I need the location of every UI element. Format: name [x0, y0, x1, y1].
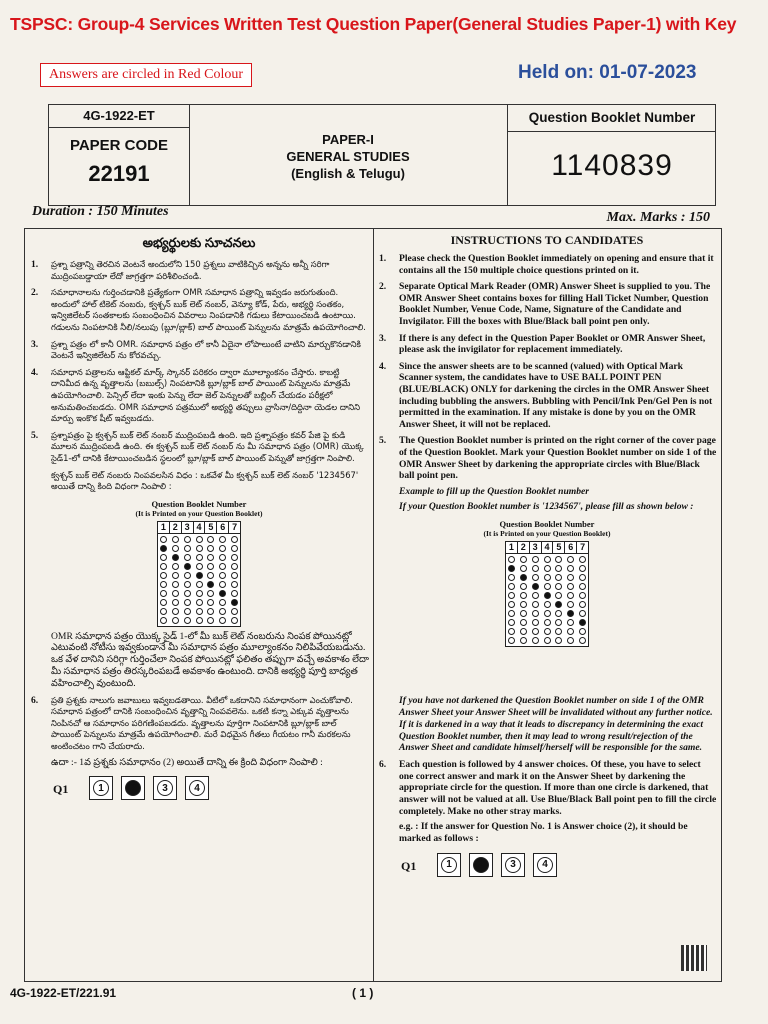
omr-bubble	[219, 608, 226, 615]
omr-bubble	[231, 617, 238, 624]
paper-title-cell	[189, 105, 507, 205]
omr-bubble	[160, 563, 167, 570]
en-example-title: Example to fill up the Question Booklet number	[399, 485, 590, 497]
omr-grid-header	[158, 522, 240, 534]
omr-bubble	[579, 628, 586, 635]
te-item-1: 1. ప్రశ్నా పత్రాన్ని తెరచిన వెంటనే అందులోని 150 ప్రశ్నలు వాటికిచ్చిన అన్నను అన్నీ సరిగా ముద్రింపబడ్డాయా లేదో జాగ్రత్తగా పరిశీలించండి.	[31, 259, 330, 281]
omr-bubble	[555, 601, 562, 608]
en-item-2: 2. Separate Optical Mark Reader (OMR) Answer Sheet is supplied to you. The OMR Answer Sheet contains boxes for filling Hall Ticket Number, Question Booklet Number, Venue Code, Name, Signature of the Candidate and Invigilator. Fill the boxes with Blue/Black ball point pen only.	[379, 281, 711, 327]
omr-bubble	[160, 617, 167, 624]
omr-grid-columns	[158, 534, 240, 626]
en-item-4: 4. Since the answer sheets are to be scanned (valued) with Optical Mark Scanner system, the candidates have to USE BALL POINT PEN (BLUE/BLACK) ONLY for darkening the circles in the OMR Answer Sheet including bubbling the answers. Bubbling with Pencil/Ink Pen/Gel Pen is not permitted in the examination. If any mistake is done by you on the OMR Answer Sheet, it will not be replaced.	[379, 360, 713, 430]
en-q1-example	[377, 853, 717, 879]
en-omr-grid	[505, 541, 589, 647]
paper-code-label: PAPER CODE	[69, 137, 169, 154]
te-after-grid: OMR సమాధాన పత్రం యొక్క సైడ్ 1-లో మీ బుక్ లెట్ నంబరును నింపక పోయినట్లో ఎటువంటి నోటీసు ఇవ్వకుండానే మీ సమాధాన పత్రం మూల్యాంకనం నిలిపివేయబడును. ఒక వేళ దానిని సరిగ్గా గుర్తించేలా నింపక పోయినట్లో ఫలితం తప్పుగా వచ్చే అవకాశం లేదా మీ సమాధాన పత్రం తిరస్కరింపబడే అవకాశం ఉంటుంది. దానికి అభ్యర్థి పూర్తి బాధ్యత వహించాల్సి వుంటుంది.	[51, 630, 369, 689]
footer-code: 4G-1922-ET/221.91	[10, 986, 117, 1000]
omr-bubble	[172, 590, 179, 597]
omr-bubble	[160, 536, 167, 543]
omr-bubble	[219, 572, 226, 579]
omr-column	[158, 535, 170, 625]
omr-digit-label: 2	[518, 542, 530, 553]
page-title: TSPSC: Group-4 Services Written Test Question Paper(General Studies Paper-1) with Key	[10, 14, 737, 34]
omr-bubble	[172, 554, 179, 561]
omr-bubble	[579, 637, 586, 644]
duration: Duration : 150 Minutes	[32, 204, 169, 219]
qr-code-icon	[681, 945, 707, 971]
omr-bubble	[160, 572, 167, 579]
omr-digit-label: 3	[530, 542, 542, 553]
omr-bubble	[160, 590, 167, 597]
paper-line3: (English & Telugu)	[291, 166, 405, 181]
te-item-5: 5. ప్రశ్నాపత్రం పై క్వశ్చన్ బుక్ లెట్ నంబర్ ముద్రింపబడి ఉంది. ఇది ప్రశ్నాపత్రం కవర్ పేజి పై కుడి మూలన ముద్రింపబడి ఉంది. ఈ క్వశ్చన్ బుక్ లెట్ నంబర్ ను మీ సమాధాన పత్రం (OMR) యొక్క సైడ్1-లో దానికి కేటాయించబడిన స్థలంలో బ్లూ/బ్లాక్ బాల్ పాయింట్ పెన్నుతో జాగ్రత్తగా నింపాలి.	[31, 429, 364, 463]
omr-bubble	[520, 592, 527, 599]
omr-column	[518, 555, 530, 645]
booklet-number-label: Question Booklet Number	[508, 105, 716, 132]
omr-bubble	[184, 581, 191, 588]
q1-label: Q1	[53, 782, 69, 797]
omr-bubble	[196, 545, 203, 552]
omr-bubble	[532, 628, 539, 635]
omr-bubble	[207, 599, 214, 606]
omr-bubble	[231, 554, 238, 561]
omr-bubble	[567, 592, 574, 599]
omr-bubble	[172, 617, 179, 624]
te-item-2: 2. సమాధానాలను గుర్తించడానికి ప్రత్యేకంగా OMR సమాధాన పత్రాన్ని ఇవ్వడం జరుగుతుంది. అందులో హాల్ టికెట్ నంబరు, క్వశ్చన్ బుక్ లెట్ నంబర్, వెన్యూ కోడ్, పేరు, అభ్యర్థి సంతకం, ఇన్విజిలేటర్ సంతకాలకు సంబంధించిన వివరాలు నింపడానికి గడులు కేటాయించబడి ఉంటాయి. గడులను నింపటానికి నీలి/నలుపు (బ్లూ/బ్లాక్) బాల్ పాయింట్ పెన్నులను మాత్రమే ఉపయోగించాలి.	[31, 287, 366, 332]
omr-digit-label: 3	[182, 522, 194, 533]
english-heading: INSTRUCTIONS TO CANDIDATES	[450, 233, 644, 247]
omr-digit-label: 7	[580, 542, 586, 553]
omr-bubble	[219, 599, 226, 606]
omr-bubble	[544, 574, 551, 581]
omr-bubble	[231, 581, 238, 588]
paper-line2: GENERAL STUDIES	[286, 149, 410, 164]
omr-bubble	[555, 583, 562, 590]
omr-bubble	[160, 599, 167, 606]
omr-bubble	[172, 536, 179, 543]
omr-bubble	[172, 581, 179, 588]
omr-bubble	[508, 574, 515, 581]
omr-bubble	[508, 601, 515, 608]
omr-bubble	[579, 610, 586, 617]
omr-digit-label: 5	[553, 542, 565, 553]
omr-bubble	[508, 619, 515, 626]
omr-bubble	[231, 608, 238, 615]
omr-digit-label: 6	[565, 542, 577, 553]
q1-label: Q1	[401, 858, 417, 873]
omr-bubble	[567, 583, 574, 590]
omr-bubble	[508, 583, 515, 590]
omr-bubble	[196, 536, 203, 543]
omr-bubble	[532, 583, 539, 590]
omr-column	[193, 535, 205, 625]
answer-choice-bubble: 3	[157, 780, 173, 796]
en-q1-choices	[437, 853, 565, 877]
te-grid-sub: (It is Printed on your Question Booklet)	[135, 508, 263, 518]
te-item-5-example: క్వశ్చన్ బుక్ లెట్ నంబరు నింపవలసిన విధం : ఒకవేళ మీ క్వశ్చన్ బుక్ లెట్ నంబర్ '1234567' అయితే దాన్ని కింది విధంగా నింపాలి :	[51, 469, 359, 492]
omr-bubble	[160, 608, 167, 615]
omr-bubble	[196, 608, 203, 615]
omr-bubble	[555, 556, 562, 563]
omr-bubble	[219, 563, 226, 570]
omr-bubble	[579, 583, 586, 590]
omr-digit-label: 6	[217, 522, 229, 533]
omr-bubble	[184, 554, 191, 561]
omr-bubble	[184, 599, 191, 606]
omr-bubble	[520, 574, 527, 581]
omr-bubble	[160, 581, 167, 588]
te-omr-sample	[109, 499, 289, 627]
omr-bubble	[184, 563, 191, 570]
en-item-1: 1. Please check the Question Booklet immediately on opening and ensure that it contains all the 150 multiple choice questions printed on it.	[379, 253, 714, 276]
omr-bubble	[172, 563, 179, 570]
omr-bubble	[555, 610, 562, 617]
omr-bubble	[567, 556, 574, 563]
omr-bubble	[532, 637, 539, 644]
omr-bubble	[196, 572, 203, 579]
omr-bubble	[579, 601, 586, 608]
te-item-6: 6. ప్రతి ప్రశ్నకు నాలుగు జవాబులు ఇవ్వబడతాయి. వీటిలో ఒకదానిని సమాధానంగా ఎంచుకోవాలి. సమాధాన పత్రంలో దానికి సంబంధించిన వృత్తాన్ని నింపవలెను. ఒకటి కన్నా ఎక్కువ వృత్తాలను నింపినచో ఆ సమాధానం పరిగణింపబడదు. వృత్తాలను పూర్తిగా నింపటానికి బ్లూ/బ్లాక్ బాల్ పాయింట్ పెన్నులను మాత్రమే ఉపయోగించాలి. మరే విధమైన గీతలు గీయటం గానీ మరకలను అంటించటం గాని చేయరాదు.	[31, 694, 353, 752]
omr-bubble	[231, 599, 238, 606]
omr-bubble	[520, 583, 527, 590]
omr-bubble	[160, 554, 167, 561]
column-divider	[373, 229, 374, 981]
omr-bubble	[544, 556, 551, 563]
omr-bubble	[544, 592, 551, 599]
omr-bubble	[196, 599, 203, 606]
omr-bubble	[532, 592, 539, 599]
omr-bubble	[532, 610, 539, 617]
omr-bubble	[532, 601, 539, 608]
omr-bubble	[508, 628, 515, 635]
answer-choice-box	[469, 853, 493, 877]
omr-bubble	[520, 601, 527, 608]
omr-column	[529, 555, 541, 645]
en-after-grid: If you have not darkened the Question Booklet number on side 1 of the OMR Answer Sheet your Answer Sheet will be invalidated without any further notice. If it is darkened in a way that it leads to discrepancy in determining the exact Question Booklet number, then it may lead to wrong result/rejection of the Answer Sheet and candidate himself/herself will be responsible for the same.	[399, 695, 713, 754]
omr-bubble	[196, 563, 203, 570]
omr-bubble	[567, 565, 574, 572]
en-omr-sample	[457, 519, 637, 647]
omr-bubble	[520, 610, 527, 617]
answer-choice-box	[437, 853, 461, 877]
omr-grid-header	[506, 542, 588, 554]
omr-bubble	[508, 610, 515, 617]
omr-bubble	[196, 554, 203, 561]
answer-choice-bubble: 2	[473, 857, 489, 873]
en-example-text: If your Question Booklet number is '1234567', please fill as shown below :	[399, 501, 694, 513]
en-grid-title: Question Booklet Number	[499, 519, 595, 530]
paper-code-value: 22191	[88, 161, 150, 186]
omr-bubble	[532, 574, 539, 581]
max-marks: Max. Marks : 150	[606, 210, 710, 225]
header-box	[48, 104, 716, 206]
omr-bubble	[184, 536, 191, 543]
omr-bubble	[567, 574, 574, 581]
answer-choice-bubble: 1	[93, 780, 109, 796]
te-grid-title: Question Booklet Number	[151, 498, 247, 509]
omr-digit-label: 1	[158, 522, 170, 533]
english-column	[377, 229, 717, 981]
booklet-number-cell	[507, 105, 716, 205]
answer-choice-box	[501, 853, 525, 877]
omr-bubble	[579, 556, 586, 563]
omr-bubble	[207, 536, 214, 543]
telugu-column	[29, 229, 369, 981]
omr-digit-label: 5	[205, 522, 217, 533]
omr-digit-label: 2	[170, 522, 182, 533]
en-example: e.g. : If the answer for Question No. 1 is Answer choice (2), it should be marked as follows :	[399, 821, 688, 845]
omr-bubble	[160, 545, 167, 552]
omr-bubble	[172, 608, 179, 615]
omr-column	[181, 535, 193, 625]
omr-bubble	[567, 610, 574, 617]
omr-column	[541, 555, 553, 645]
instructions-box	[24, 228, 722, 982]
omr-bubble	[207, 617, 214, 624]
omr-bubble	[508, 637, 515, 644]
omr-bubble	[196, 617, 203, 624]
omr-bubble	[219, 554, 226, 561]
omr-bubble	[219, 581, 226, 588]
omr-bubble	[508, 565, 515, 572]
omr-bubble	[544, 628, 551, 635]
answer-choice-box	[89, 776, 113, 800]
en-item-3: 3. If there is any defect in the Question Paper Booklet or OMR Answer Sheet, please ask the invigilator for replacement immediately.	[379, 332, 706, 356]
omr-bubble	[567, 628, 574, 635]
answer-choice-box	[153, 776, 177, 800]
paper-line1: PAPER-I	[322, 132, 374, 147]
omr-column	[506, 555, 518, 645]
answer-choice-box	[121, 776, 145, 800]
answer-choice-box	[533, 853, 557, 877]
omr-bubble	[184, 545, 191, 552]
omr-bubble	[567, 619, 574, 626]
omr-bubble	[532, 565, 539, 572]
omr-bubble	[555, 637, 562, 644]
omr-digit-label: 7	[232, 521, 238, 532]
omr-column	[228, 535, 240, 625]
omr-bubble	[207, 581, 214, 588]
te-q1-example	[29, 776, 369, 802]
omr-bubble	[207, 572, 214, 579]
omr-bubble	[579, 592, 586, 599]
omr-bubble	[231, 590, 238, 597]
omr-column	[217, 535, 229, 625]
code-top: 4G-1922-ET	[49, 105, 189, 128]
omr-bubble	[544, 637, 551, 644]
omr-bubble	[207, 545, 214, 552]
paper-code-cell	[49, 105, 190, 205]
answer-choice-box	[185, 776, 209, 800]
telugu-heading: అభ్యర్థులకు సూచనలు	[142, 235, 256, 250]
paper-title	[189, 131, 507, 182]
omr-bubble	[579, 574, 586, 581]
answer-choice-bubble: 3	[505, 857, 521, 873]
en-item-6: 6. Each question is followed by 4 answer choices. Of these, you have to select one correct answer and mark it on the Answer Sheet by darkening the appropriate circle for the question. If more than one circle is darkened, that answer will not be valued at all. Use Blue/Black Ball point pen to fill the circle completely. Make no other stray marks.	[379, 759, 717, 817]
omr-bubble	[555, 628, 562, 635]
omr-bubble	[532, 556, 539, 563]
omr-bubble	[207, 608, 214, 615]
omr-column	[205, 535, 217, 625]
te-omr-grid	[157, 521, 241, 627]
omr-bubble	[520, 619, 527, 626]
omr-bubble	[544, 583, 551, 590]
omr-digit-label: 4	[194, 522, 206, 533]
te-example: ఉదా :- 1వ ప్రశ్నకు సమాధానం (2) అయితే దాన్ని ఈ క్రింది విధంగా నింపాలి :	[51, 756, 323, 768]
answer-choice-bubble: 4	[537, 857, 553, 873]
omr-bubble	[207, 554, 214, 561]
page-number: ( 1 )	[352, 986, 374, 1000]
omr-bubble	[520, 565, 527, 572]
omr-bubble	[231, 563, 238, 570]
omr-digit-label: 1	[506, 542, 518, 553]
omr-bubble	[520, 556, 527, 563]
en-item-5: 5. The Question Booklet number is printed on the right corner of the cover page of the Question Booklet. Mark your Question Booklet number on side 1 of the OMR Answer Sheet by darkening the appropriate circles with Blue/Black ball point pen.	[379, 435, 717, 482]
omr-bubble	[544, 565, 551, 572]
omr-bubble	[207, 563, 214, 570]
omr-bubble	[544, 610, 551, 617]
omr-bubble	[544, 601, 551, 608]
omr-bubble	[520, 637, 527, 644]
omr-bubble	[219, 617, 226, 624]
omr-column	[170, 535, 182, 625]
omr-bubble	[219, 545, 226, 552]
omr-bubble	[520, 628, 527, 635]
omr-column	[553, 555, 565, 645]
answer-choice-bubble: 2	[125, 780, 141, 796]
answer-choice-bubble: 1	[441, 857, 457, 873]
omr-bubble	[184, 617, 191, 624]
omr-bubble	[207, 590, 214, 597]
omr-bubble	[555, 592, 562, 599]
omr-bubble	[231, 572, 238, 579]
omr-bubble	[219, 590, 226, 597]
omr-bubble	[555, 574, 562, 581]
omr-bubble	[196, 581, 203, 588]
omr-bubble	[579, 619, 586, 626]
answer-choice-bubble: 4	[189, 780, 205, 796]
omr-bubble	[172, 545, 179, 552]
omr-bubble	[172, 572, 179, 579]
omr-bubble	[567, 637, 574, 644]
omr-bubble	[231, 536, 238, 543]
omr-bubble	[184, 608, 191, 615]
omr-bubble	[532, 619, 539, 626]
omr-grid-columns	[506, 554, 588, 646]
answers-note: Answers are circled in Red Colour	[40, 63, 252, 87]
omr-bubble	[508, 592, 515, 599]
held-on-date: Held on: 01-07-2023	[518, 62, 697, 83]
omr-bubble	[555, 565, 562, 572]
en-grid-sub: (It is Printed on your Question Booklet)	[483, 529, 611, 539]
omr-bubble	[508, 556, 515, 563]
omr-bubble	[196, 590, 203, 597]
omr-column	[576, 555, 588, 645]
omr-bubble	[184, 590, 191, 597]
booklet-number-value: 1140839	[551, 149, 673, 182]
te-q1-choices	[89, 776, 217, 800]
omr-bubble	[544, 619, 551, 626]
omr-bubble	[231, 545, 238, 552]
omr-bubble	[184, 572, 191, 579]
omr-bubble	[567, 601, 574, 608]
omr-digit-label: 4	[542, 542, 554, 553]
te-item-4: 4. సమాధాన పత్రాలను ఆప్టికల్ మార్క్ స్కానర్ పరికరం ద్వారా మూల్యాంకనం చేస్తారు. కాబట్టి దానిమీద ఉన్న వృత్తాలను (బబుల్స్) నింపటానికి బ్లూ/బ్లాక్ బాల్ పాయింట్ పెన్నులను మాత్రమే ఉపయోగించాలి. పెన్సిల్ లేదా ఇంకు పెన్ను లేదా జెల్ పెన్నులతో బబ్లింగ్ చేయడం పరీక్షలో అనుమతించబడదు. OMR సమాధాన పత్రములో అభ్యర్థి తప్పులు వ్రాసినా/దిద్దినా యెడల దానిని మార్పు ఇంకొక షీట్ ఇవ్వబడదు.	[31, 366, 361, 424]
omr-bubble	[555, 619, 562, 626]
omr-column	[565, 555, 577, 645]
te-item-3: 3. ప్రశ్నా పత్రం లో కానీ OMR. సమాధాన పత్రం లో కానీ ఏదైనా లోపాలుంటే వాటిని మార్చుకొనడానికి వెంటనే ఇన్విజిలేటర్ ను కోరవచ్చు.	[31, 338, 361, 361]
omr-bubble	[219, 536, 226, 543]
omr-bubble	[172, 599, 179, 606]
omr-bubble	[579, 565, 586, 572]
